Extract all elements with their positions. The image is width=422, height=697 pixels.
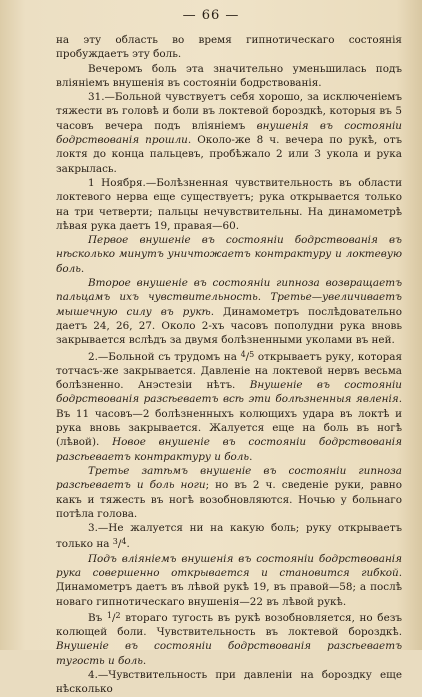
- paragraph: [56, 233, 402, 276]
- body-text: .: [142, 654, 147, 667]
- paragraph: [56, 33, 402, 62]
- paragraph: [56, 276, 402, 347]
- body-text: ; но въ 2 ч. сведеніе руки, равно какъ и тяжесть въ ногѣ возобновляются. Ночью у больнаго потѣла голова.: [56, 479, 402, 520]
- body-text: 4.—Чувствительность при давленіи на бороздку еще нѣсколько: [56, 669, 402, 696]
- emphasis-text: внушенія въ состояніи бодрствованія прошли: [56, 119, 402, 147]
- body-text: /: [245, 350, 250, 363]
- paragraph: [56, 464, 402, 521]
- body-text: .: [126, 538, 130, 551]
- body-text: 31.—Больной чувствуетъ себя хорошо, за исключеніемъ тяжести въ головѣ и боли въ локтевой бороздкѣ, которыя въ 5 часовъ вечера подъ вліяніемъ: [56, 91, 402, 132]
- body-text: . Въ 11 часовъ—2 болѣзненныхъ колющихъ удара въ локтѣ и рука вновь закрывается. Жалуется еще на боль въ ногѣ (лѣвой).: [56, 393, 402, 449]
- body-text: 2.—Больной съ трудомъ на: [88, 350, 241, 363]
- body-text: открываетъ руку, которая тотчасъ-же закрывается. Давленіе на локтевой нервъ весьма болѣзненно. Анэстезіи нѣтъ.: [56, 350, 403, 392]
- emphasis-text: Третье затѣмъ внушеніе въ состояніи гипноза разсѣеваетъ и боль ноги: [56, 464, 402, 492]
- paragraph: [56, 62, 402, 91]
- paragraph: [56, 668, 402, 697]
- fraction-digit: 4: [121, 537, 127, 547]
- fraction-digit: 1: [106, 610, 112, 620]
- paragraph: [56, 176, 402, 233]
- paragraph: [56, 521, 402, 552]
- body-text: . Динамометръ даетъ въ лѣвой рукѣ 19, въ правой—58; а послѣ новаго гипнотическаго внушенія—22 въ лѣвой рукѣ.: [56, 566, 402, 608]
- paragraph: [56, 90, 402, 176]
- body-text: 3.—Не жалуется ни на какую боль; руку открываетъ только на: [56, 522, 402, 551]
- emphasis-text: Новое внушеніе въ состояніи бодрствованія разсѣеваетъ контрактуру и боль: [56, 436, 402, 463]
- fraction-digit: 3: [112, 537, 118, 547]
- emphasis-text: Подъ вліяніемъ внушенія въ состояніи бодрствованія рука совершенно открывается и становится гибкой: [56, 552, 402, 579]
- paragraph: [56, 348, 402, 464]
- body-text: .: [80, 262, 85, 275]
- body-text: на эту область во время гипнотическаго состоянія пробуждаетъ эту боль.: [56, 34, 402, 61]
- body-text: /: [117, 538, 122, 551]
- emphasis-text: Внушеніе въ состояніи бодрствованія разсѣеваетъ тугость и боль: [56, 640, 402, 667]
- body-text: 1 Ноября.—Болѣзненная чувствительность въ области локтевого нерва еще существуетъ; рука открывается только на три четверти; пальцы нечувствительны. На динамометрѣ лѣвая рука даетъ 19, правая—60.: [56, 176, 402, 232]
- fraction-digit: 2: [115, 610, 121, 620]
- body-text: .: [249, 450, 253, 463]
- paragraph: [56, 552, 402, 609]
- body-text: Въ: [88, 611, 107, 624]
- emphasis-text: Внушеніе въ состояніи бодрствованія разсѣеваетъ всѣ эти болѣзненныя явленія: [56, 379, 402, 406]
- body-text: . Около-же 8 ч. вечера по рукѣ, отъ локтя до конца пальцевъ, пробѣжало 2 или 3 укола и рука закрылась.: [56, 134, 403, 175]
- fraction-digit: 4: [240, 349, 246, 359]
- page-number: — 66 —: [182, 8, 240, 23]
- body-text: Вечеромъ боль эта значительно уменьшилась подъ вліяніемъ внушенія въ состояніи бодрствованія.: [56, 62, 402, 89]
- fraction-digit: 5: [249, 349, 255, 359]
- body-text: втораго тугость въ рукѣ возобновляется, но безъ колющей боли. Чувствительность въ локтевой бороздкѣ.: [56, 611, 402, 639]
- body-text: /: [111, 611, 116, 624]
- emphasis-text: Первое внушеніе въ состояніи бодрствованія въ нѣсколько минутъ уничтожаетъ контрактуру и локтевую боль: [56, 234, 402, 275]
- emphasis-text: Второе внушеніе въ состояніи гипноза возвращаетъ пальцамъ ихъ чувствительность. Третье—увеличиваетъ мышечную силу въ рукѣ: [56, 277, 402, 318]
- page-text: [56, 33, 402, 697]
- body-text: . Динамометръ послѣдовательно даетъ 24, 26, 27. Около 2-хъ часовъ пополудни рука вновь закрывается вслѣдъ за двумя болѣзненными уколами въ ней.: [56, 305, 403, 347]
- paragraph: [56, 609, 402, 668]
